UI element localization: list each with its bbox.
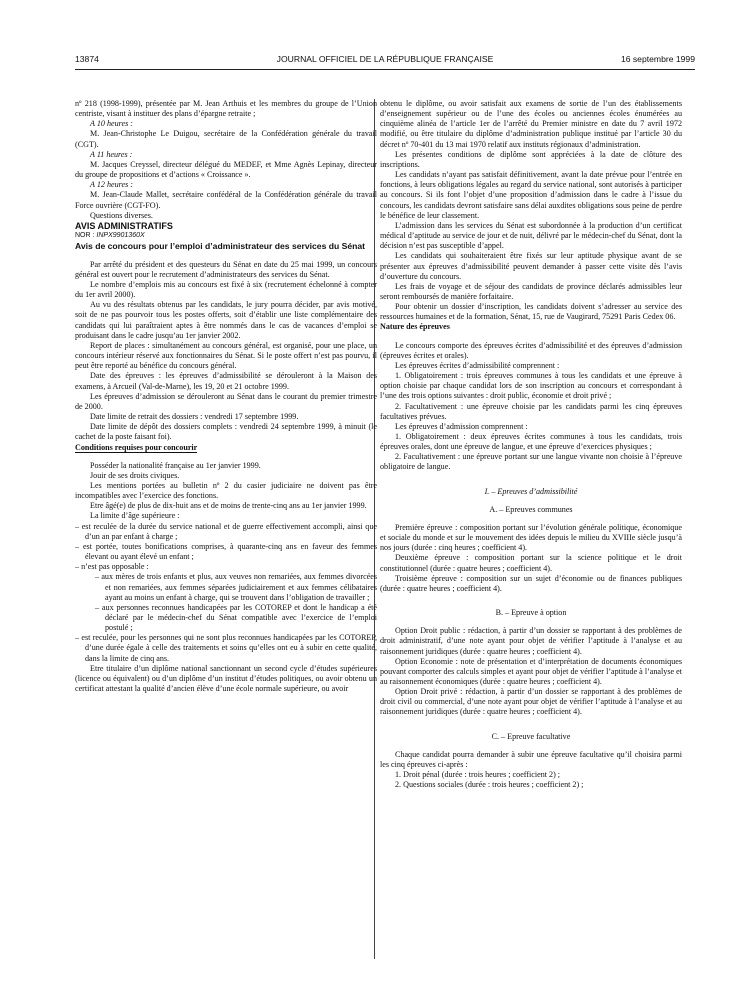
paragraph: Deuxième épreuve : composition portant sur la science politique et le droit constitutionnel (durée : quatre heures ; coefficient 4). <box>380 553 682 573</box>
section-title: AVIS ADMINISTRATIFS <box>75 220 173 231</box>
list-item: – est portée, toutes bonifications comprises, à quarante-cinq ans en faveur des femmes élevant ou ayant élevé un enfant ; <box>75 541 377 562</box>
paragraph: Chaque candidat pourra demander à subir une épreuve facultative qu’il choisira parmi les cinq épreuves ci-après : <box>380 749 682 769</box>
paragraph: obtenu le diplôme, ou avoir satisfait aux examens de sortie de l’un des établissements d’enseignement supérieur ou de l’une des écoles ou anciennes écoles énumérées au cinquième alinéa de l’article 1er de l’arrêté du Premier ministre en date du 7 avril 1972 modifié, ou être titulaire du diplôme d’administration publique institué par l’article 30 du décret nº 70-401 du 13 mai 1970 relatif aux instituts régionaux d’administration. <box>380 99 682 149</box>
nor-code: INPX9901360X <box>96 232 145 240</box>
paragraph: 2. Facultativement : une épreuve portant sur une langue vivante non choisie à l’épreuve obligatoire de langue. <box>380 452 682 472</box>
right-column <box>380 99 682 790</box>
paragraph: M. Jean-Claude Mallet, secrétaire confédéral de la Confédération générale du travail Force ouvrière (CGT-FO). <box>75 190 377 210</box>
subsection-title: C. – Epreuve facultative <box>491 731 571 741</box>
sub-list-item: – aux mères de trois enfants et plus, aux veuves non remariées, aux femmes divorcées et non remariées, aux femmes séparées judiciairement et aux femmes célibataires ayant au moins un enfant à charge, qui se trouvent dans l’obligation de travailler ; <box>95 572 377 602</box>
nor-reference <box>75 231 377 241</box>
paragraph: Etre titulaire d’un diplôme national sanctionnant un second cycle d’études supérieures (licence ou équivalent) ou d’un diplôme d’un institut d’études politiques, ou avoir obtenu un certificat attestant la qualité d’ancien élève d’une école normale supérieure, ou avoir <box>75 663 377 694</box>
paragraph: Le nombre d’emplois mis au concours est fixé à six (recrutement échelonné à compter du 1er avril 2000). <box>75 280 377 300</box>
paragraph: Report de places : simultanément au concours général, est organisé, pour une place, un concours intérieur réservé aux fonctionnaires du Sénat. Si le poste offert n’est pas pourvu, il peut être reporté au bénéfice du concours général. <box>75 340 377 371</box>
paragraph: nº 218 (1998-1999), présentée par M. Jean Arthuis et les membres du groupe de l’Union centriste, visant à instituer des plans d’épargne retraite ; <box>75 99 377 119</box>
issue-date: 16 septembre 1999 <box>620 54 695 64</box>
subsection-title: A. – Epreuves communes <box>489 504 573 514</box>
paragraph: 2. Facultativement : une épreuve choisie par les candidats parmi les cinq épreuves facultatives prévues. <box>380 401 682 421</box>
list-item: – n’est pas opposable : <box>75 562 149 572</box>
paragraph: Date limite de retrait des dossiers : vendredi 17 septembre 1999. <box>90 412 299 422</box>
paragraph: Les épreuves écrites d’admissibilité comprennent : <box>395 360 560 370</box>
time-heading: A 10 heures : <box>90 119 133 129</box>
paragraph: Option Droit public : rédaction, à partir d’un dossier se rapportant à des problèmes de droit administratif, d’une note ayant pour objet de vérifier l’aptitude à l’analyse et au raisonnement juridiques (durée : quatre heures ; coefficient 4). <box>380 626 682 656</box>
paragraph: Etre âgé(e) de plus de dix-huit ans et de moins de trente-cinq ans au 1er janvier 1999. <box>90 501 367 511</box>
paragraph: Troisième épreuve : composition sur un sujet d’économie ou de finances publiques (durée : quatre heures ; coefficient 4). <box>380 573 682 593</box>
paragraph: Jouir de ses droits civiques. <box>90 470 180 480</box>
paragraph: Première épreuve : composition portant sur l’évolution générale politique, économique et sociale du monde et sur le mouvement des idées depuis le milieu du XVIIIe siècle jusqu’à nos jours (durée : cinq heures ; coefficient 4). <box>380 522 682 553</box>
time-heading: A 11 heures : <box>90 149 133 159</box>
page-header <box>75 54 695 68</box>
paragraph: Les mentions portées au bulletin nº 2 du casier judiciaire ne doivent pas être incompatibles avec l’exercice des fonctions. <box>75 480 377 501</box>
paragraph: Le concours comporte des épreuves écrites d’admissibilité et des épreuves d’admission (épreuves écrites et orales). <box>380 340 682 360</box>
subsection-title: I. – Epreuves d’admissibilité <box>484 486 578 496</box>
nature-heading: Nature des épreuves <box>380 322 450 332</box>
list-item: – est reculée de la durée du service national et de guerre effectivement accompli, ainsi que d’un an par enfant à charge ; <box>75 521 377 541</box>
paragraph: Au vu des résultats obtenus par les candidats, le jury pourra décider, par avis motivé, soit de ne pas pourvoir tous les postes offerts, soit d’établir une liste complémentaire des candidats qui lui paraîtraient aptes à être nommés dans le cas de vacances d’emploi se produisant dans le cadre jusqu’au 1er janvier 2002. <box>75 300 377 340</box>
paragraph: M. Jean-Christophe Le Duigou, secrétaire de la Confédération générale du travail (CGT). <box>75 129 377 149</box>
paragraph: Posséder la nationalité française au 1er janvier 1999. <box>90 460 261 470</box>
paragraph: Les épreuves d’admission comprennent : <box>395 421 528 431</box>
paragraph: Par arrêté du président et des questeurs du Sénat en date du 25 mai 1999, un concours général est ouvert pour le recrutement d’administrateurs des services du Sénat. <box>75 259 377 279</box>
conditions-title: Conditions requises pour concourir <box>75 442 198 452</box>
paragraph: 1. Obligatoirement : deux épreuves écrites communes à tous les candidats, trois épreuves orales, dont une épreuve de langue, et une épreuve d’exercices physiques ; <box>380 432 682 452</box>
time-heading: A 12 heures : <box>90 180 133 190</box>
header-rule <box>75 69 695 70</box>
subsection-title: B. – Epreuve à option <box>495 608 567 618</box>
paragraph: La limite d’âge supérieure : <box>90 511 180 521</box>
paragraph: Les épreuves d’admission se dérouleront au Sénat dans le courant du premier trimestre de 2000. <box>75 391 377 411</box>
page-number: 13874 <box>75 54 99 64</box>
paragraph: 2. Questions sociales (durée : trois heures ; coefficient 2) ; <box>395 780 584 790</box>
notice-title: Avis de concours pour l’emploi d’administrateur des services du Sénat <box>75 241 366 252</box>
paragraph: Les frais de voyage et de séjour des candidats de province déclarés admissibles leur seront remboursés de manière forfaitaire. <box>380 281 682 301</box>
paragraph: Option Droit privé : rédaction, à partir d’un dossier se rapportant à des problèmes de droit civil ou commercial, d’une note ayant pour objet de vérifier l’aptitude à l’analyse et au raisonnement juridiques (durée : quatre heures ; coefficient 4). <box>380 687 682 717</box>
list-item: – est reculée, pour les personnes qui ne sont plus reconnues handicapées par les COTOREP, d’une durée égale à celle des traitements et soins qu’elles ont eu à subir en cette qualité, dans la limite de cinq ans. <box>75 633 377 663</box>
nor-label: NOR : <box>75 232 95 240</box>
paragraph: Les candidats qui souhaiteraient être fixés sur leur aptitude physique avant de se présenter aux épreuves d’admissibilité peuvent demander à passer cette visite dès l’avis d’ouverture du concours. <box>380 251 682 281</box>
paragraph: Pour obtenir un dossier d’inscription, les candidats doivent s’adresser au service des ressources humaines et de la formation, Sénat, 15, rue de Vaugirard, 75291 Paris Cedex 06. <box>380 302 682 322</box>
sub-list-item: – aux personnes reconnues handicapées par les COTOREP et dont le handicap a été déclaré par le médecin-chef du Sénat compatible avec l’exercice de l’emploi postulé ; <box>95 602 377 633</box>
paragraph: L’admission dans les services du Sénat est subordonnée à la production d’un certificat médical d’aptitude au service de jour et de nuit, délivré par le médecin-chef du Sénat, dont la décision n’est pas susceptible d’appel. <box>380 220 682 251</box>
paragraph: Questions diverses. <box>90 210 153 220</box>
paragraph: Option Economie : note de présentation et d’interprétation de documents économiques pouvant comporter des calculs simples et ayant pour objet de vérifier l’aptitude à l’analyse et au raisonnement économiques (durée : quatre heures ; coefficient 4). <box>380 656 682 686</box>
journal-title: JOURNAL OFFICIEL DE LA RÉPUBLIQUE FRANÇAISE <box>276 54 494 64</box>
paragraph: Date des épreuves : les épreuves d’admissibilité se dérouleront à la Maison des examens, à Arcueil (Val-de-Marne), les 19, 20 et 21 octobre 1999. <box>75 371 377 391</box>
paragraph: M. Jacques Creyssel, directeur délégué du MEDEF, et Mme Agnès Lepinay, directeur du groupe de propositions et d’actions « Croissance ». <box>75 159 377 180</box>
paragraph: Date limite de dépôt des dossiers complets : vendredi 24 septembre 1999, à minuit (le cachet de la poste faisant foi). <box>75 422 377 442</box>
left-column <box>75 99 377 694</box>
paragraph: Les présentes conditions de diplôme sont appréciées à la date de clôture des inscriptions. <box>380 149 682 169</box>
paragraph: 1. Obligatoirement : trois épreuves communes à tous les candidats et une épreuve à option choisie par chaque candidat lors de son inscription au concours et correspondant à l’une des trois options suivantes : droit public, économie et droit privé ; <box>380 371 682 401</box>
paragraph: 1. Droit pénal (durée : trois heures ; coefficient 2) ; <box>395 770 561 780</box>
paragraph: Les candidats n’ayant pas satisfait définitivement, avant la date prévue pour l’entrée en fonctions, à leurs obligations légales au regard du service national, sont autorisés à participer au concours. Si ils font l’objet d’une proposition d’admission dans le cadre à l’issue du concours, les candidats devront satisfaire sans délai auxdites obligations sous peine de perdre le bénéfice de leur classement. <box>380 170 682 220</box>
conditions-heading <box>75 443 377 453</box>
